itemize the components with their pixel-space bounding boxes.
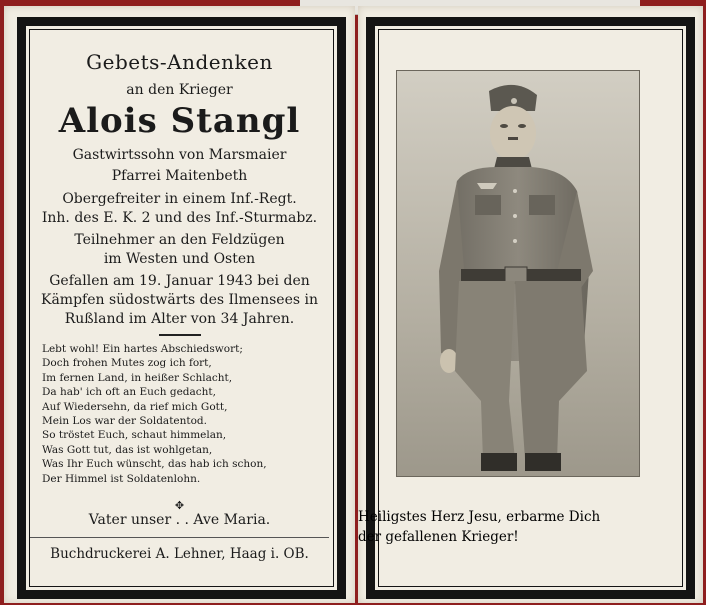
- poem-line: Der Himmel ist Soldatenlohn.: [42, 472, 201, 485]
- memorial-card-right: [358, 6, 703, 603]
- poem-line: So tröstet Euch, schaut himmelan,: [42, 429, 227, 442]
- memorial-card-left: [4, 6, 355, 603]
- bio-line: Gefallen am 19. Januar 1943 bei den: [49, 273, 310, 289]
- bio-line: Kämpfen südostwärts des Ilmensees in: [40, 292, 318, 308]
- prayer-line: Vater unser . . Ave Maria.: [88, 512, 271, 528]
- poem-line: Was Ihr Euch wünscht, das hab ich schon,: [42, 458, 267, 471]
- bio-line: Gastwirtssohn von Marsmaier: [72, 147, 287, 163]
- poem-line: Auf Wiedersehn, da rief mich Gott,: [42, 400, 228, 413]
- deceased-name: Alois Stangl: [58, 101, 301, 141]
- ornament-icon: ✥: [174, 499, 185, 512]
- card-subtitle: an den Krieger: [126, 82, 233, 98]
- card-title: Gebets-Andenken: [86, 50, 273, 74]
- bio-line: Teilnehmer an den Feldzügen: [74, 232, 285, 248]
- poem-line: Mein Los war der Soldatentod.: [42, 415, 207, 428]
- caption-line: Heiligstes Herz Jesu, erbarme Dich: [358, 509, 601, 525]
- caption-line: der gefallenen Krieger!: [358, 529, 519, 545]
- bio-line: Inh. des E. K. 2 und des Inf.-Sturmabz.: [41, 210, 318, 226]
- poem-line: Doch frohen Mutes zog ich fort,: [42, 357, 212, 370]
- bio-line: Rußland im Alter von 34 Jahren.: [64, 311, 295, 327]
- printer-imprint: Buchdruckerei A. Lehner, Haag i. OB.: [50, 546, 309, 562]
- card-text: [4, 6, 355, 603]
- poem: [42, 342, 302, 486]
- divider: [30, 537, 329, 538]
- bio-line: im Westen und Osten: [103, 251, 256, 267]
- soldier-portrait-photo: [396, 70, 640, 477]
- divider: [159, 334, 201, 336]
- poem-line: Was Gott tut, das ist wohlgetan,: [42, 443, 213, 456]
- poem-line: Da hab' ich oft an Euch gedacht,: [42, 386, 216, 399]
- poem-line: Lebt wohl! Ein hartes Abschiedswort;: [42, 343, 243, 355]
- poem-line: Im fernen Land, in heißer Schlacht,: [42, 371, 233, 384]
- bio-line: Pfarrei Maitenbeth: [111, 168, 248, 184]
- bio-line: Obergefreiter in einem Inf.-Regt.: [62, 191, 297, 207]
